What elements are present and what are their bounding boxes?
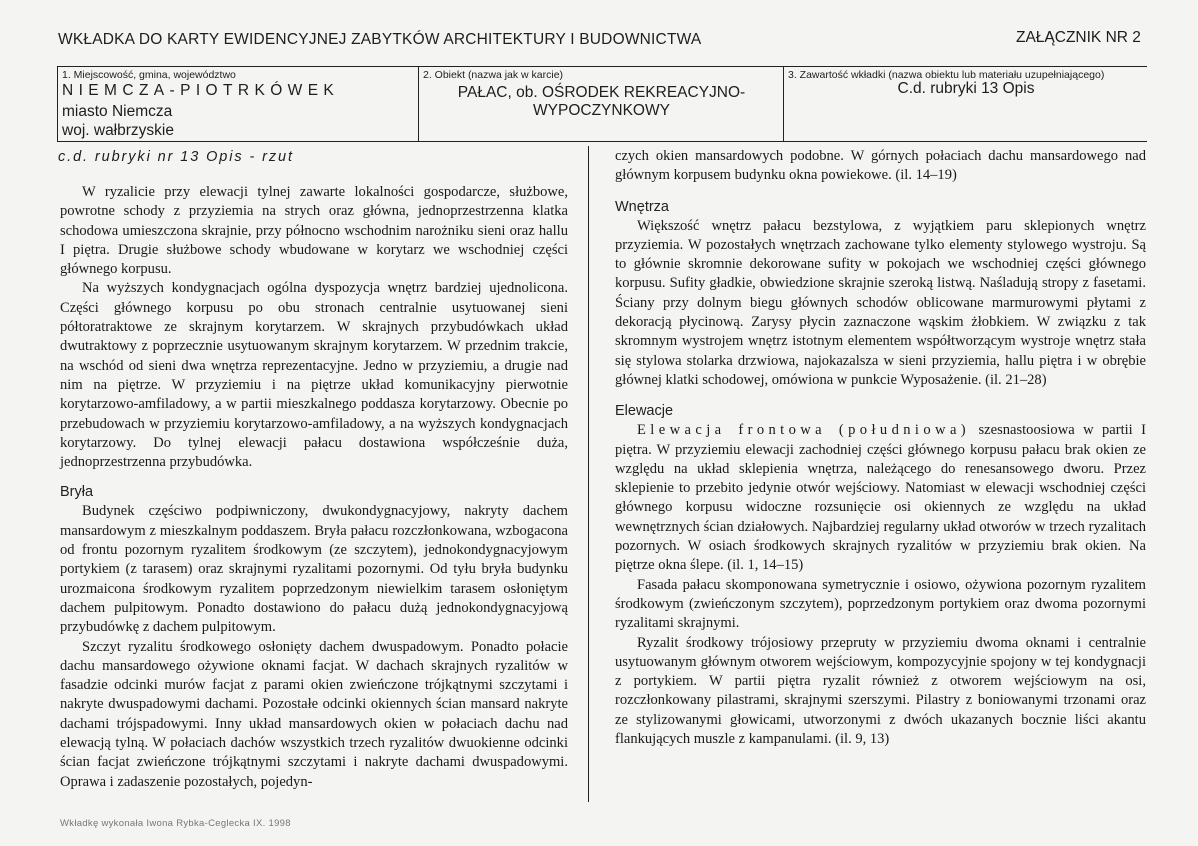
right-column [615,147,1146,749]
object-label: 2. Obiekt (nazwa jak w karcie) [423,69,564,81]
paragraph-roof: Szczyt ryzalitu środkowego osłonięty dachem dwuspadowym. Ponadto połacie dachu mansardowego ożywione oknami facjat. W dachach skrajnych ryzalitów w fasadzie odcinki murów facjat z parami okien zwieńczone trójkątnymi szczytami i nakryte dwuspadowymi dachami. Pozostałe odcinki okiennych ścian mansard nakryte dachami trójspadowymi. Inny układ mansardowych okien w połaciach dachu nad elewacją tylną. W połaciach dachów wszystkich trzech ryzalitów dwuokienne odcinki ścian facjat zwieńczone trójkątnymi szczytami i nakryte dachami dwuspadowymi. Oprawa i zadaszenie pozostałych, pojedyn- [60,638,568,790]
attachment-label: ZAŁĄCZNIK NR 2 [1016,29,1141,46]
object-name-line2: WYPOCZYNKOWY [533,102,670,119]
heading-wnetrza: Wnętrza [615,198,669,215]
left-column [60,183,568,792]
paragraph-interiors: Większość wnętrz pałacu bezstylowa, z wyjątkiem paru sklepionych wnętrz przyziemia. W pozostałych wnętrzach zachowane tylko elementy stylowego wystroju. Są to głównie skromnie dekorowane sufity w pokojach we wschodniej części głównego korpusu. Sufity gładkie, obwiedzione skrajnie szeroką listwą. Naśladują stropy z fasetami. Ściany przy dolnym biegu głównych schodów oblicowane marmurowymi płytami z dekoracją płycinową. Zarysy płycin zaznaczone wąskim żłobkiem. W związku z tak skromnym wystrojem wnętrz istotnym elementem współtworzącym wystroje wnętrz stała się stylowa stolarka drzwiowa, najokazalsza w sieni przyziemia, hallu piętra i w obrębie głównej klatki schodowej, omówiona w punkcie Wyposażenie. (il. 21–28) [615,217,1146,388]
contents-value: C.d. rubryki 13 Opis [897,80,1035,97]
heading-elewacje: Elewacje [615,403,674,420]
form-left-rule [57,66,58,142]
form-top-rule [57,66,1147,67]
front-elevation-text: szesnastoosiowa w partii I piętra. W przyziemiu elewacji zachodniej części głównego korpusu pałacu brak okien ze względu na układ sklepienia wnętrza, należącego do renesansowego dworu. Przez sklepienie to przebito jedynie otwór wejściowy. Natomiast w elewacji wschodniej części głównego korpusu widoczne rozsunięcie osi okiennych ze względu na układ wewnętrznych ścian działowych. Najbardziej regularny układ otworów w trzech ryzalitach pozornych. W osiach środkowych skrajnych ryzalitów w przyziemiu brak okien. Na piętrze okna ślepe. (il. 1, 14–15) [615,422,1146,574]
front-elevation-lead: Elewacja frontowa (południowa) [637,422,971,439]
column-divider [588,146,589,802]
paragraph-facade: Fasada pałacu skomponowana symetrycznie i osiowo, ożywiona pozornym ryzalitem środkowym (zwieńczonym szczytem), poprzedzonym portykiem oraz dwoma pozornymi ryzalitami skrajnymi. [615,576,1146,632]
paragraph-upper-floors: Na wyższych kondygnacjach ogólna dyspozycja wnętrz bardziej ujednolicona. Części głównego korpusu po obu stronach centralnie usytuowanej sieni półtoratraktowe ze skrajnym korytarzem. W skrajnych przybudówkach układ dwutraktowy z poprzecznie usytuowanym skrajnym korytarzem. W przednim trakcie, na wschód od sieni dwa wnętrza reprezentacyjne. Jedno w przyziemiu, a drugie nad nim na piętrze. W przyziemiu i na piętrze układ komunikacyjny pierwotnie korytarzowo-amfiladowy, a w partii mieszkalnego poddasza korytarzowy. Obecnie po przebudowach w przyziemiu korytarzowo-amfiladowy, a na wyższych kondygnacjach korytarzowy. Do tylnej elewacji pałacu dostawiona współcześnie duża, jednoprzestrzenna przybudówka. [60,280,568,471]
footer-note: Wkładkę wykonała Iwona Rybka-Ceglecka IX. 1998 [60,818,291,829]
form-divider-2 [783,66,784,142]
location-label: 1. Miejscowość, gmina, województwo [62,69,236,81]
form-title: WKŁADKA DO KARTY EWIDENCYJNEJ ZABYTKÓW ARCHITEKTURY I BUDOWNICTWA [58,31,702,48]
object-name-line1: PAŁAC, ob. OŚRODEK REKREACYJNO- [457,84,746,101]
paragraph-building-mass: Budynek częściwo podpiwniczony, dwukondygnacyjowy, nakryty dachem mansardowym z mieszkalnym poddaszem. Bryła pałacu rozczłonkowana, wzbogacona od frontu pozornym ryzalitem środkowym (ze szczytem), jednokondygnacyjowym portykiem (z tarasem) oraz skrajnymi ryzalitami pozornymi. Od tyłu bryła budynku urozmaicona środkowym ryzalitem poprzedzonym niewielkim tarasem osłoniętym dachem pulpitowym. Ponadto dostawiono do pałacu dużą jednokondygnacyjową przybudówkę z dachem pulpitowym. [60,503,568,636]
section-subtitle: c.d. rubryki nr 13 Opis - rzut [58,149,294,165]
location-town: NIEMCZA-PIOTRKÓWEK [62,82,340,99]
paragraph-rear-projection: W ryzalicie przy elewacji tylnej zawarte lokalności gospodarcze, służbowe, powrotne schody z przyziemia na strych oraz główna, jednoprzestrzenna klatka schodowa umieszczona skrajnie, przy północno wschodnim narożniku sieni oraz hallu I piętra. Drugie służbowe schody wbudowane w korytarz we wschodniej części głównego korpusu. [60,184,568,278]
heading-bryla: Bryła [60,484,94,501]
form-bottom-rule [57,141,1147,142]
paragraph-central-projection: Ryzalit środkowy trójosiowy przepruty w przyziemiu dwoma oknami i centralnie usytuowanym głównym otworem wejściowym, kompozycyjnie spojony w tej kondygnacji z portykiem. W partii piętra ryzalit również z otworem wejściowym na osi, rozczłonkowany pilastrami, skrajnymi szerszymi. Pilastry z boniowanymi trzonami oraz ze stylizowanymi głowicami, utworzonymi z dwóch ukazanych bocznie liści akantu flankujących muszle z kampanulami. (il. 9, 13) [615,634,1146,748]
location-municipality: miasto Niemcza [62,103,173,120]
location-voivodeship: woj. wałbrzyskie [62,122,174,139]
paragraph-dormers-continued: czych okien mansardowych podobne. W górnych połaciach dachu mansardowego nad głównym korpusem budynku okna powiekowe. (il. 14–19) [615,148,1146,184]
paragraph-front-elevation [615,421,1146,575]
contents-label: 3. Zawartość wkładki (nazwa obiektu lub materiału uzupełniającego) [788,69,1105,81]
